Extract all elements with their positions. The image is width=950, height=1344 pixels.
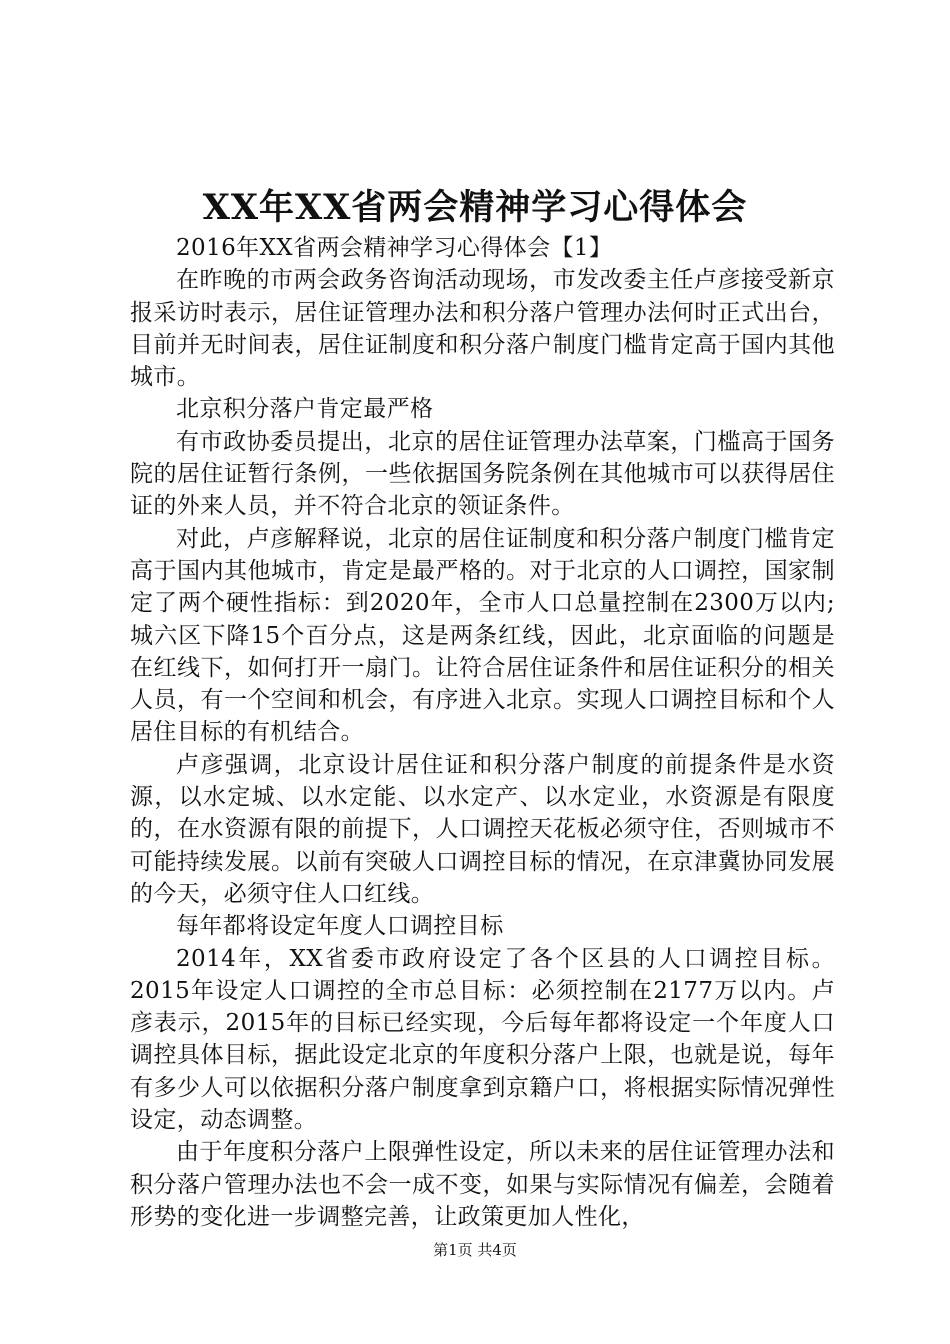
section-heading: 北京积分落户肯定最严格 bbox=[176, 396, 434, 423]
section-heading: 每年都将设定年度人口调控目标 bbox=[176, 913, 504, 940]
document-body bbox=[130, 232, 835, 1233]
body-paragraph: 卢彦强调，北京设计居住证和积分落户制度的前提条件是水资源，以水定城、以水定能、以水定产、以水定业，水资源是有限度的，在水资源有限的前提下，人口调控天花板必须守住，否则城市不可能持续发展。以前有突破人口调控目标的情况，在京津冀协同发展的今天，必须守住人口红线。 bbox=[130, 751, 835, 907]
body-paragraph: 对此，卢彦解释说，北京的居住证制度和积分落户制度门槛肯定高于国内其他城市，肯定是最严格的。对于北京的人口调控，国家制定了两个硬性指标：到2020年，全市人口总量控制在2300万以内;城六区下降15个百分点，这是两条红线，因此，北京面临的问题是在红线下，如何打开一扇门。让符合居住证条件和居住证积分的相关人员，有一个空间和机会，有序进入北京。实现人口调控目标和个人居住目标的有机结合。 bbox=[130, 525, 835, 746]
body-paragraph: 有市政协委员提出，北京的居住证管理办法草案，门槛高于国务院的居住证暂行条例，一些依据国务院条例在其他城市可以获得居住证的外来人员，并不符合北京的领证条件。 bbox=[130, 428, 835, 520]
body-paragraph: 2014年，XX省委市政府设定了各个区县的人口调控目标。2015年设定人口调控的全市总目标：必须控制在2177万以内。卢彦表示，2015年的目标已经实现，今后每年都将设定一个年度人口调控具体目标，据此设定北京的年度积分落户上限，也就是说，每年有多少人可以依据积分落户制度拿到京籍户口，将根据实际情况弹性设定，动态调整。 bbox=[130, 945, 835, 1134]
body-paragraph: 由于年度积分落户上限弹性设定，所以未来的居住证管理办法和积分落户管理办法也不会一成不变，如果与实际情况有偏差，会随着形势的变化进一步调整完善，让政策更加人性化， bbox=[130, 1139, 835, 1230]
document-title: XX年XX省两会精神学习心得体会 bbox=[202, 187, 748, 228]
section-heading: 2016年XX省两会精神学习心得体会【1】 bbox=[176, 235, 613, 261]
body-paragraph: 在昨晚的市两会政务咨询活动现场，市发改委主任卢彦接受新京报采访时表示，居住证管理办法和积分落户管理办法何时正式出台，目前并无时间表，居住证制度和积分落户制度门槛肯定高于国内其他城市。 bbox=[130, 267, 835, 391]
page-number-footer: 第1页 共4页 bbox=[433, 1241, 517, 1259]
